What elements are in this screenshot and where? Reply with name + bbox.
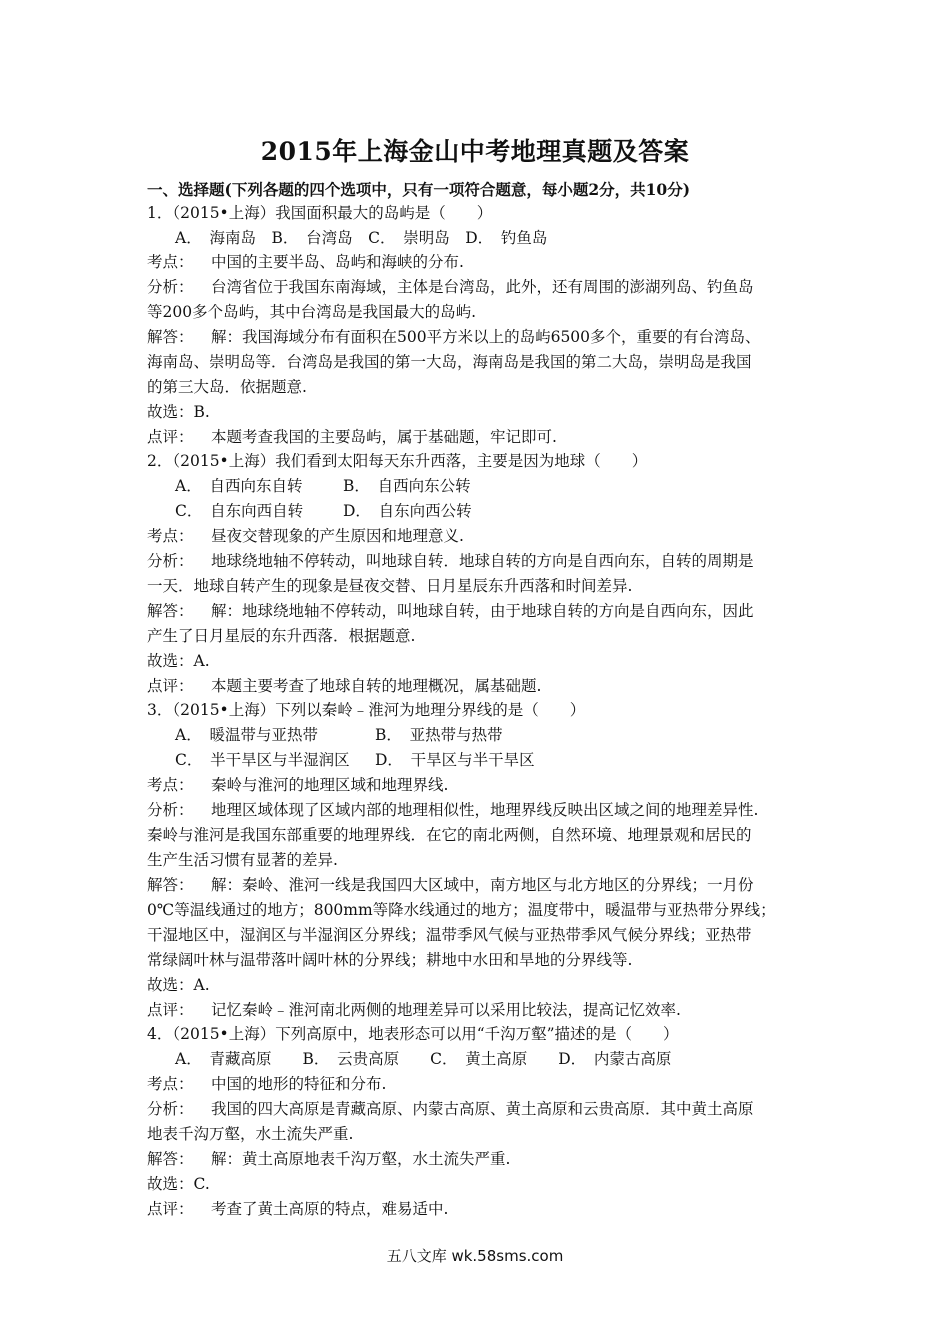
q2-option-c: C． 自东向西自转	[175, 502, 304, 520]
q3-jieda-cont-1: 0℃等温线通过的地方；800mm等降水线通过的地方；温度带中，暖温带与亚热带分界线；	[147, 901, 776, 919]
q1-jieda-cont-1: 海南岛、崇明岛等．台湾岛是我国的第一大岛，海南岛是我国的第二大岛，崇明岛是我国	[147, 353, 752, 371]
q1-kaodian-text: 中国的主要半岛、岛屿和海峡的分布.	[211, 253, 464, 271]
q4-fenxi	[147, 1099, 754, 1119]
label-fenxi: 分析：	[147, 552, 194, 570]
q2-fenxi-cont: 一天．地球自转产生的现象是昼夜交替、日月星辰东升西落和时间差异.	[147, 577, 633, 595]
q2-options-row-1	[175, 476, 471, 496]
section-heading: 一、选择题(下列各题的四个选项中，只有一项符合题意，每小题2分，共10分)	[147, 180, 691, 199]
q2-fenxi	[147, 551, 754, 571]
q1-dianping-text: 本题考查我国的主要岛屿，属于基础题，牢记即可.	[211, 428, 557, 446]
label-dianping: 点评：	[147, 1200, 194, 1218]
q3-kaodian	[147, 775, 448, 795]
q1-fenxi-text: 台湾省位于我国东南海域，主体是台湾岛，此外，还有周围的澎湖列岛、钓鱼岛	[211, 278, 754, 296]
q2-stem: 2．（2015•上海）我们看到太阳每天东升西落，主要是因为地球（ ）	[147, 452, 648, 470]
label-kaodian: 考点：	[147, 253, 194, 271]
q4-answer	[147, 1174, 210, 1194]
q1-answer-value: B.	[193, 403, 210, 421]
q2-option-b: B． 自西向东公转	[343, 477, 471, 495]
q1-jieda-text: 解：我国海域分布有面积在500平方米以上的岛屿6500多个，重要的有台湾岛、	[211, 328, 761, 346]
q2-option-d: D． 自东向西公转	[343, 502, 472, 520]
label-dianping: 点评：	[147, 1001, 194, 1019]
label-kaodian: 考点：	[147, 527, 194, 545]
page-footer: 五八文库 wk.58sms.com	[386, 1247, 564, 1265]
q2-kaodian	[147, 526, 464, 546]
q4-answer-value: C.	[193, 1175, 210, 1193]
q2-dianping	[147, 676, 541, 696]
label-jieda: 解答：	[147, 328, 194, 346]
page-title: 2015年上海金山中考地理真题及答案	[260, 137, 690, 166]
q3-fenxi-text: 地理区域体现了区域内部的地理相似性，地理界线反映出区域之间的地理差异性.	[211, 801, 759, 819]
q2-answer	[147, 651, 210, 671]
q3-fenxi	[147, 800, 758, 820]
q3-options-row-1	[175, 725, 503, 745]
q1-dianping	[147, 427, 557, 447]
q3-fenxi-cont-2: 生产生活习惯有显著的差异.	[147, 851, 338, 869]
q3-dianping	[147, 1000, 681, 1020]
q3-answer-value: A.	[193, 976, 210, 994]
q4-options: A． 青藏高原 B． 云贵高原 C． 黄土高原 D． 内蒙古高原	[175, 1050, 672, 1068]
q3-option-d: D． 干旱区与半干旱区	[375, 751, 535, 769]
q4-kaodian-text: 中国的地形的特征和分布.	[211, 1075, 387, 1093]
label-dianping: 点评：	[147, 428, 194, 446]
q3-dianping-text: 记忆秦岭﹣淮河南北两侧的地理差异可以采用比较法，提高记忆效率.	[211, 1001, 681, 1019]
q3-jieda-text: 解：秦岭、淮河一线是我国四大区域中，南方地区与北方地区的分界线；一月份	[211, 876, 754, 894]
q3-option-b: B． 亚热带与热带	[375, 726, 503, 744]
q4-dianping-text: 考查了黄土高原的特点，难易适中.	[211, 1200, 449, 1218]
q1-fenxi-cont: 等200多个岛屿，其中台湾岛是我国最大的岛屿.	[147, 303, 477, 321]
q3-option-c: C． 半干旱区与半湿润区	[175, 751, 350, 769]
q4-fenxi-cont: 地表千沟万壑，水土流失严重.	[147, 1125, 354, 1143]
q4-fenxi-text: 我国的四大高原是青藏高原、内蒙古高原、黄土高原和云贵高原．其中黄土高原	[211, 1100, 754, 1118]
q4-dianping	[147, 1199, 448, 1219]
q3-jieda	[147, 875, 754, 895]
q1-jieda-cont-2: 的第三大岛．依据题意.	[147, 378, 307, 396]
label-jieda: 解答：	[147, 602, 194, 620]
q2-jieda-cont: 产生了日月星辰的东升西落．根据题意.	[147, 627, 416, 645]
q1-fenxi	[147, 277, 754, 297]
q2-dianping-text: 本题主要考查了地球自转的地理概况，属基础题.	[211, 677, 542, 695]
label-kaodian: 考点：	[147, 776, 194, 794]
q3-answer	[147, 975, 210, 995]
q1-kaodian	[147, 252, 464, 272]
label-guxuan: 故选：	[147, 403, 194, 421]
label-guxuan: 故选：	[147, 652, 194, 670]
q4-stem: 4．（2015•上海）下列高原中，地表形态可以用“千沟万壑”描述的是（ ）	[147, 1025, 679, 1043]
label-guxuan: 故选：	[147, 976, 194, 994]
q2-jieda-text: 解：地球绕地轴不停转动，叫地球自转，由于地球自转的方向是自西向东，因此	[211, 602, 754, 620]
q1-stem: 1．（2015•上海）我国面积最大的岛屿是（ ）	[147, 204, 493, 222]
q4-kaodian	[147, 1074, 386, 1094]
q1-options: A． 海南岛 B． 台湾岛 C． 崇明岛 D． 钓鱼岛	[175, 229, 548, 247]
q3-stem: 3．（2015•上海）下列以秦岭﹣淮河为地理分界线的是（ ）	[147, 701, 586, 719]
q3-jieda-cont-3: 常绿阔叶林与温带落叶阔叶林的分界线；耕地中水田和旱地的分界线等.	[147, 951, 633, 969]
label-fenxi: 分析：	[147, 278, 194, 296]
label-dianping: 点评：	[147, 677, 194, 695]
label-guxuan: 故选：	[147, 1175, 194, 1193]
q3-options-row-2	[175, 750, 535, 770]
q1-jieda	[147, 327, 761, 347]
q2-option-a: A． 自西向东自转	[175, 477, 303, 495]
label-jieda: 解答：	[147, 1150, 194, 1168]
q2-answer-value: A.	[193, 652, 210, 670]
q3-jieda-cont-2: 干湿地区中，湿润区与半湿润区分界线；温带季风气候与亚热带季风气候分界线；亚热带	[147, 926, 752, 944]
q3-kaodian-text: 秦岭与淮河的地理区域和地理界线.	[211, 776, 449, 794]
q1-answer	[147, 402, 210, 422]
q2-fenxi-text: 地球绕地轴不停转动，叫地球自转．地球自转的方向是自西向东，自转的周期是	[211, 552, 754, 570]
q2-jieda	[147, 601, 754, 621]
q3-option-a: A． 暖温带与亚热带	[175, 726, 318, 744]
label-fenxi: 分析：	[147, 1100, 194, 1118]
q4-jieda	[147, 1149, 510, 1169]
label-kaodian: 考点：	[147, 1075, 194, 1093]
label-fenxi: 分析：	[147, 801, 194, 819]
q2-kaodian-text: 昼夜交替现象的产生原因和地理意义.	[211, 527, 464, 545]
q4-jieda-text: 解：黄土高原地表千沟万壑，水土流失严重.	[211, 1150, 511, 1168]
q2-options-row-2	[175, 501, 472, 521]
label-jieda: 解答：	[147, 876, 194, 894]
q3-fenxi-cont-1: 秦岭与淮河是我国东部重要的地理界线．在它的南北两侧，自然环境、地理景观和居民的	[147, 826, 752, 844]
